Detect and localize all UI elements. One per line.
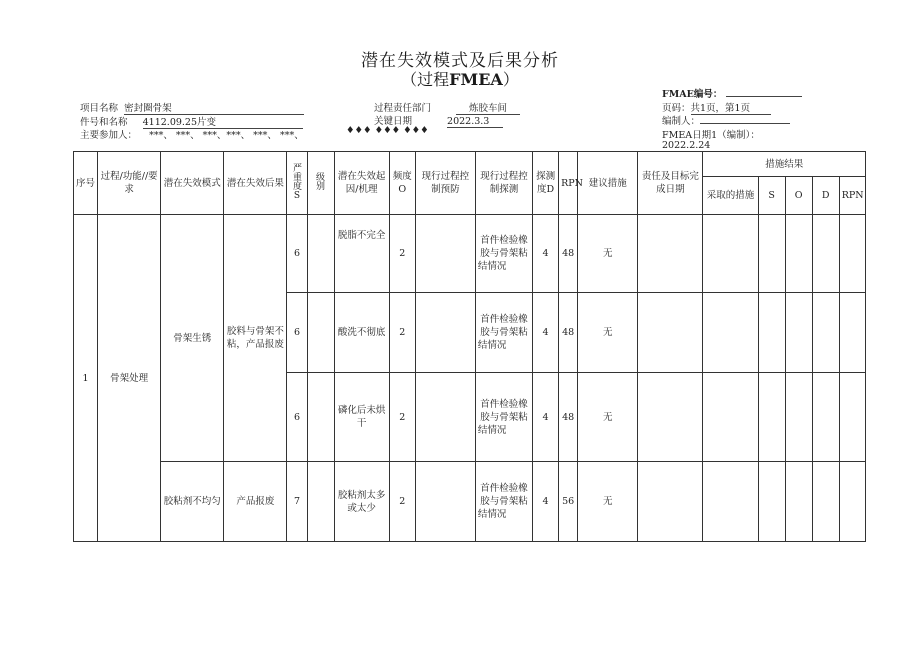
fmea-table (73, 151, 866, 542)
cause-cell: 酸洗不彻底 (334, 293, 389, 373)
col-action-taken: 采取的措施 (703, 177, 758, 215)
occurrence-cell: 2 (389, 462, 415, 542)
responsibility-cell (638, 373, 703, 462)
part-field: 件号和名称 4112.09.25片变 (80, 114, 303, 129)
rpn-cell: 48 (559, 215, 578, 293)
document-subtitle: （过程FMEA） (401, 70, 519, 89)
rpn-cell: 48 (559, 373, 578, 462)
prevent-cell (415, 215, 475, 293)
table-row (74, 462, 866, 542)
detection-cell: 4 (533, 462, 559, 542)
action-taken-cell (703, 293, 758, 373)
class-cell (307, 293, 334, 373)
col-result-d: D (812, 177, 839, 215)
col-failure-effect: 潜在失效后果 (224, 152, 287, 215)
fmea-no-field: FMAE编号： (662, 86, 802, 100)
recommend-cell: 无 (578, 462, 638, 542)
failure-mode: 骨架生锈 (161, 215, 224, 462)
cause-cell: 胶粘剂太多或太少 (334, 462, 389, 542)
table-row (74, 215, 866, 293)
action-taken-cell (703, 462, 758, 542)
col-severity: 严重度S (287, 152, 307, 215)
team-field: 主要参加人： ***、 ***、 ***、***、 ***、 ***、 (80, 130, 304, 141)
col-occurrence: 频度O (389, 152, 415, 215)
col-cause: 潜在失效起因/机理 (334, 152, 389, 215)
severity-cell: 6 (287, 215, 307, 293)
team-value-2: ♦♦♦ ♦♦♦ ♦♦♦ (346, 125, 429, 136)
recommend-cell: 无 (578, 215, 638, 293)
detect-control-cell: 首件检验橡胶与骨架粘结情况 (475, 373, 532, 462)
col-recommend: 建议措施 (578, 152, 638, 215)
recommend-cell: 无 (578, 373, 638, 462)
detection-cell: 4 (533, 215, 559, 293)
col-rpn: RPN (559, 152, 578, 215)
col-result-rpn: RPN (839, 177, 865, 215)
rpn-cell: 48 (559, 293, 578, 373)
severity-cell: 6 (287, 373, 307, 462)
class-cell (307, 215, 334, 293)
process-name: 骨架处理 (98, 215, 161, 542)
col-result-o: O (785, 177, 812, 215)
detect-control-cell: 首件检验橡胶与骨架粘结情况 (475, 462, 532, 542)
action-taken-cell (703, 215, 758, 293)
detection-cell: 4 (533, 373, 559, 462)
occurrence-cell: 2 (389, 215, 415, 293)
cause-cell: 脱脂不完全 (334, 215, 389, 293)
cause-cell: 磷化后未烘干 (334, 373, 389, 462)
failure-mode: 胶粘剂不均匀 (161, 462, 224, 542)
col-result-s: S (758, 177, 785, 215)
prevent-cell (415, 462, 475, 542)
col-process: 过程/功能//要求 (98, 152, 161, 215)
col-detection: 探测度D (533, 152, 559, 215)
col-prevent: 现行过程控制预防 (415, 152, 475, 215)
action-taken-cell (703, 373, 758, 462)
responsibility-cell (638, 462, 703, 542)
occurrence-cell: 2 (389, 293, 415, 373)
failure-effect: 产品报废 (224, 462, 287, 542)
col-results: 措施结果 (703, 152, 866, 177)
project-field: 项目名称 密封圈骨架 (80, 100, 304, 115)
key-date-value: 2022.3.3 (447, 116, 503, 128)
detect-control-cell: 首件检验橡胶与骨架粘结情况 (475, 215, 532, 293)
col-class: 级别 (307, 152, 334, 215)
dept-value: 炼胶车间 (456, 100, 520, 115)
col-detect-control: 现行过程控制探测 (475, 152, 532, 215)
col-seq: 序号 (74, 152, 98, 215)
part-value: 4112.09.25片变 (143, 114, 303, 129)
page-value: 共1页，第1页 (691, 100, 771, 115)
class-cell (307, 373, 334, 462)
prevent-cell (415, 293, 475, 373)
process-seq: 1 (74, 215, 98, 542)
fmea-date-value: 2022.2.24 (662, 140, 711, 151)
document-title: 潜在失效模式及后果分析 (361, 51, 559, 71)
prevent-cell (415, 373, 475, 462)
responsibility-cell (638, 293, 703, 373)
detect-control-cell: 首件检验橡胶与骨架粘结情况 (475, 293, 532, 373)
fmea-date-field: FMEA日期1（编制）： (662, 130, 760, 141)
page-field: 页码：共1页，第1页 (662, 100, 771, 115)
detection-cell: 4 (533, 293, 559, 373)
project-value: 密封圈骨架 (124, 100, 304, 115)
failure-effect: 胶料与骨架不粘，产品报废 (224, 215, 287, 462)
occurrence-cell: 2 (389, 373, 415, 462)
recommend-cell: 无 (578, 293, 638, 373)
severity-cell: 7 (287, 462, 307, 542)
dept-field: 过程责任部门 炼胶车间 (374, 100, 520, 115)
responsibility-cell (638, 215, 703, 293)
severity-cell: 6 (287, 293, 307, 373)
rpn-cell: 56 (559, 462, 578, 542)
team-value: ***、 ***、 ***、***、 ***、 ***、 (149, 130, 304, 141)
col-failure-mode: 潜在失效模式 (161, 152, 224, 215)
table-header-row (74, 152, 866, 177)
prepared-field: 编制人： (662, 113, 790, 127)
class-cell (307, 462, 334, 542)
col-responsibility: 责任及目标完成日期 (638, 152, 703, 215)
key-date-field: 关键日期 2022.3.3 (374, 113, 503, 128)
